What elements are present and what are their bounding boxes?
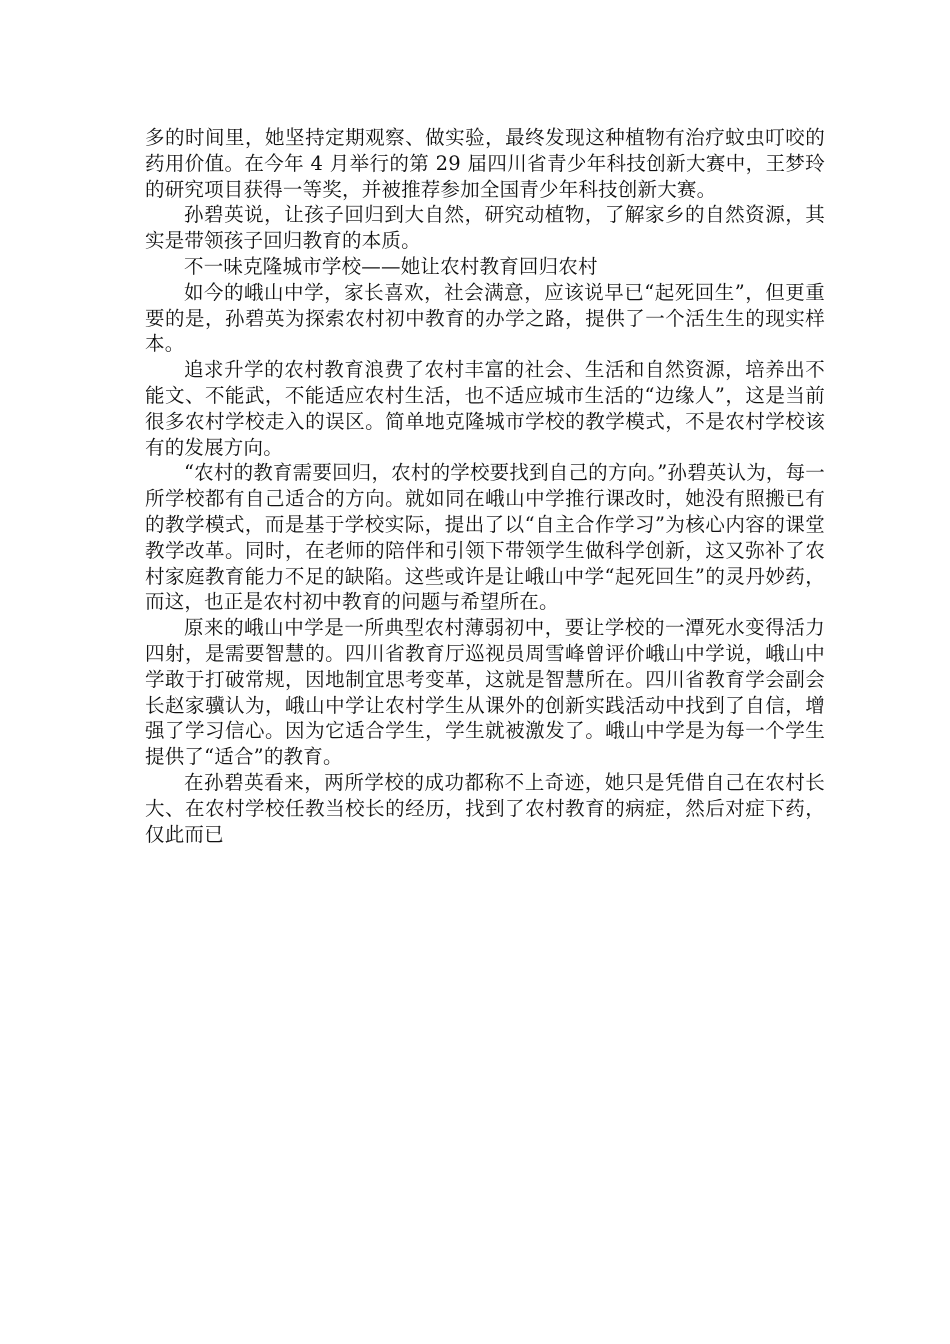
article-body [145,125,825,847]
paragraph-rural-education: 追求升学的农村教育浪费了农村丰富的社会、生活和自然资源，培养出不能文、不能武，不能适应农村生活，也不适应城市生活的“边缘人”，这是当前很多农村学校走入的误区。简单地克隆城市学校的教学模式，不是农村学校该有的发展方向。 [145,358,825,459]
paragraph-reform: “农村的教育需要回归，农村的学校要找到自己的方向。”孙碧英认为，每一所学校都有自己适合的方向。就如同在峨山中学推行课改时，她没有照搬已有的教学模式，而是基于学校实际，提出了以“自主合作学习”为核心内容的课堂教学改革。同时，在老师的陪伴和引领下带领学生做科学创新，这又弥补了农村家庭教育能力不足的缺陷。这些或许是让峨山中学“起死回生”的灵丹妙药，而这，也正是农村初中教育的问题与希望所在。 [145,461,825,614]
paragraph-quote-sun: 孙碧英说，让孩子回归到大自然，研究动植物，了解家乡的自然资源，其实是带领孩子回归教育的本质。 [145,203,825,253]
paragraph-continuation: 多的时间里，她坚持定期观察、做实验，最终发现这种植物有治疗蚊虫叮咬的药用价值。在今年 4 月举行的第 29 届四川省青少年科技创新大赛中，王梦玲的研究项目获得一等奖，并被推荐参加全国青少年科技创新大赛。 [145,126,825,201]
section-heading: 不一味克隆城市学校——她让农村教育回归农村 [184,254,598,278]
paragraph-conclusion: 在孙碧英看来，两所学校的成功都称不上奇迹，她只是凭借自己在农村长大、在农村学校任教当校长的经历，找到了农村教育的病症，然后对症下药，仅此而已 [145,770,825,846]
paragraph-evaluation: 原来的峨山中学是一所典型农村薄弱初中，要让学校的一潭死水变得活力四射，是需要智慧的。四川省教育厅巡视员周雪峰曾评价峨山中学说，峨山中学敢于打破常规，因地制宜思考变革，这就是智慧所在。四川省教育学会副会长赵家骥认为，峨山中学让农村学生从课外的创新实践活动中找到了自信，增强了学习信心。因为它适合学生，学生就被激发了。峨山中学是为每一个学生提供了“适合”的教育。 [145,616,825,769]
paragraph-current-school: 如今的峨山中学，家长喜欢，社会满意，应该说早已“起死回生”，但更重要的是，孙碧英为探索农村初中教育的办学之路，提供了一个活生生的现实样本。 [145,280,825,356]
